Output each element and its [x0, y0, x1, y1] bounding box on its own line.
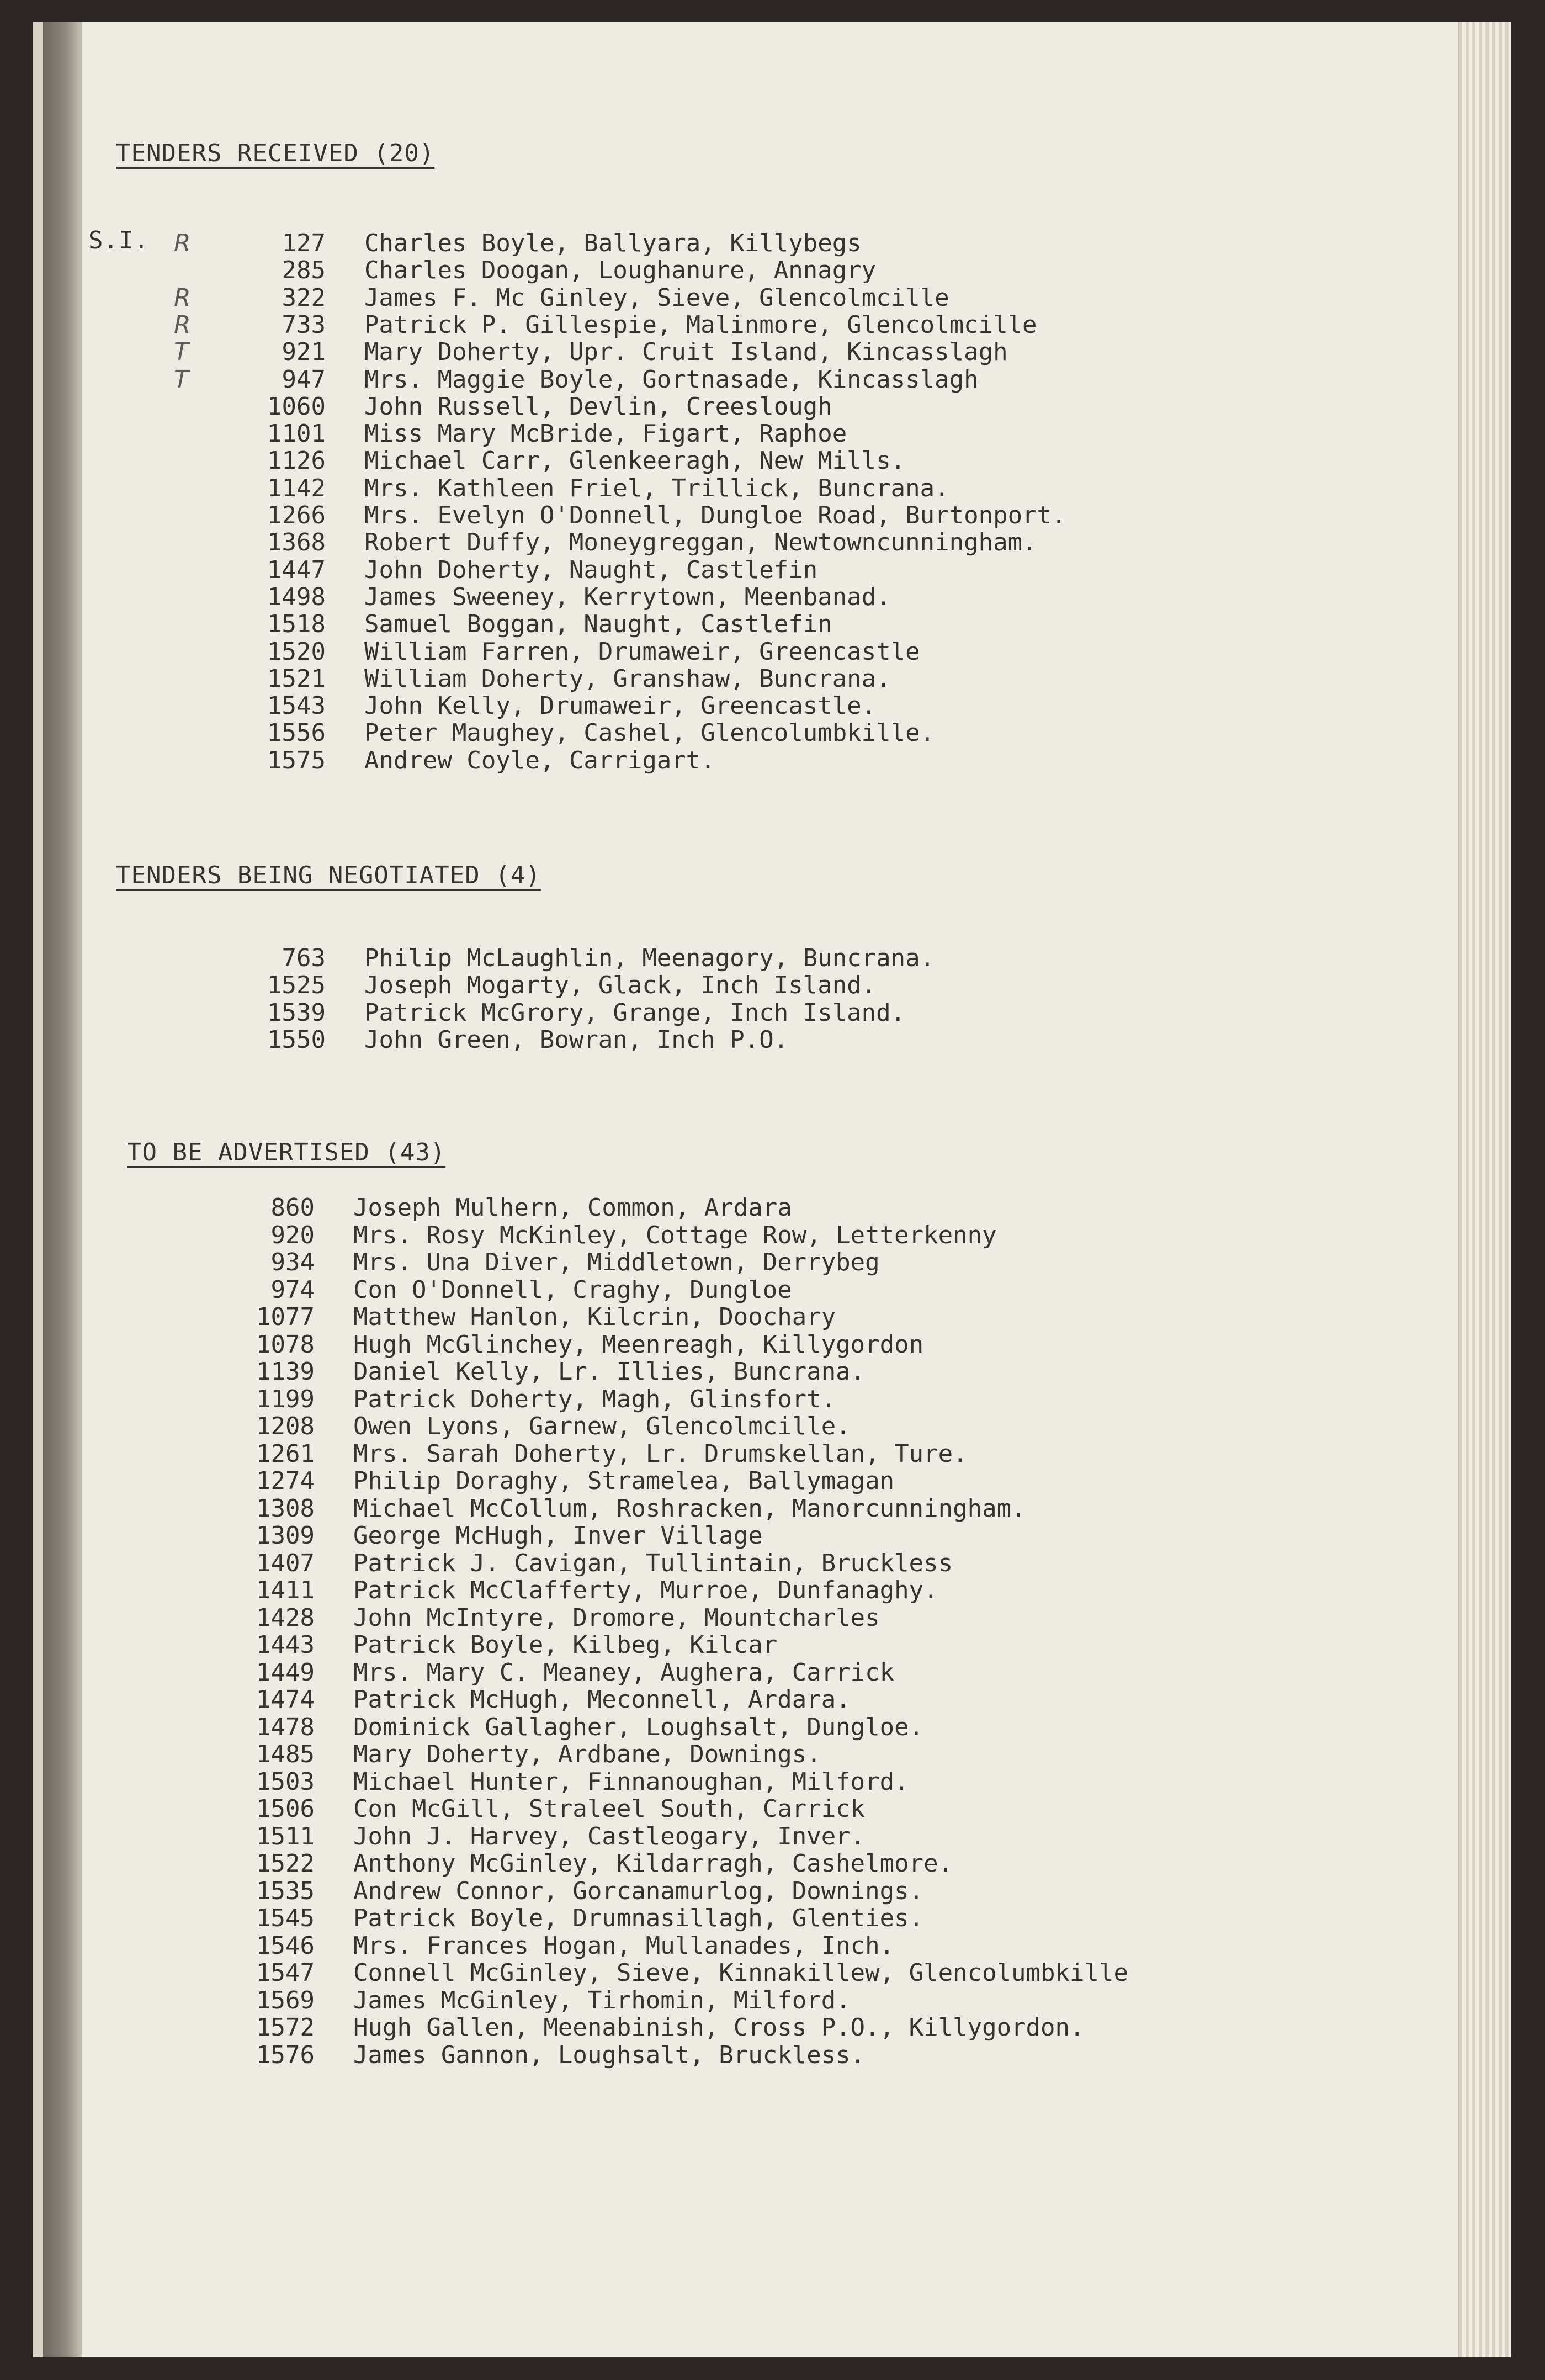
- entry-name-address: John Russell, Devlin, Creeslough: [364, 392, 832, 421]
- entry-name-address: Matthew Hanlon, Kilcrin, Doochary: [353, 1303, 836, 1331]
- entry-number: 1576: [256, 2040, 315, 2069]
- list-item: [188, 1221, 1292, 1249]
- list-item: [199, 420, 1303, 447]
- entry-name-address: Con McGill, Straleel South, Carrick: [353, 1795, 866, 1823]
- entry-number: 1443: [256, 1631, 315, 1659]
- entry-name-address: Con O'Donnell, Craghy, Dungloe: [353, 1275, 792, 1304]
- entry-number: 1569: [256, 1986, 315, 2015]
- entry-name-address: Andrew Coyle, Carrigart.: [364, 746, 715, 775]
- entry-name-address: Patrick McHugh, Meconnell, Ardara.: [353, 1685, 851, 1714]
- entry-number: 1546: [256, 1931, 315, 1960]
- entry-number: 1506: [256, 1795, 315, 1823]
- entry-number: 1575: [267, 746, 326, 775]
- list-item: [199, 971, 1303, 999]
- entry-name-address: Patrick Boyle, Drumnasillagh, Glenties.: [353, 1904, 924, 1932]
- entry-name-address: Owen Lyons, Garnew, Glencolmcille.: [353, 1412, 851, 1440]
- list-item: [199, 944, 1303, 972]
- list-item: [199, 665, 1303, 692]
- entry-name-address: Hugh Gallen, Meenabinish, Cross P.O., Killygordon.: [353, 2013, 1085, 2042]
- list-item: [188, 1494, 1292, 1522]
- section-heading-advertised: TO BE ADVERTISED (43): [127, 1138, 446, 1167]
- list-item: [199, 393, 1303, 420]
- entry-name-address: John Green, Bowran, Inch P.O.: [364, 1025, 789, 1054]
- list-item: [188, 1685, 1292, 1713]
- list-item: [188, 1849, 1292, 1877]
- list-item: [188, 1959, 1292, 1986]
- entry-name-address: James F. Mc Ginley, Sieve, Glencolmcille: [364, 283, 949, 312]
- entry-number: 1199: [256, 1385, 315, 1413]
- entry-number: 1521: [267, 664, 326, 693]
- list-item: [188, 1877, 1292, 1905]
- list-item: [188, 1412, 1292, 1440]
- entry-number: 1368: [267, 528, 326, 557]
- entry-name-address: Andrew Connor, Gorcanamurlog, Downings.: [353, 1877, 924, 1905]
- entry-number: 1142: [267, 474, 326, 502]
- list-item: [174, 338, 1303, 367]
- entry-number: 1126: [267, 447, 326, 475]
- annotation-mark: R: [174, 283, 191, 312]
- list-item: [199, 256, 1303, 284]
- list-item: [199, 746, 1303, 774]
- entry-name-address: Connell McGinley, Sieve, Kinnakillew, Glencolumbkille: [353, 1959, 1128, 1987]
- list-item: [174, 283, 1303, 312]
- entry-number: 1101: [267, 420, 326, 448]
- entry-number: 1522: [256, 1849, 315, 1878]
- entry-number: 1518: [267, 610, 326, 639]
- page-edges: [1458, 22, 1511, 2357]
- entry-name-address: John Kelly, Drumaweir, Greencastle.: [364, 692, 877, 720]
- entry-name-address: Patrick Boyle, Kilbeg, Kilcar: [353, 1631, 778, 1659]
- entry-number: 1485: [256, 1740, 315, 1768]
- entry-number: 1266: [267, 501, 326, 529]
- entry-name-address: Patrick P. Gillespie, Malinmore, Glencolmcille: [364, 310, 1037, 339]
- annotation-mark: R: [174, 229, 191, 257]
- list-item: [188, 1358, 1292, 1385]
- entry-name-address: William Farren, Drumaweir, Greencastle: [364, 637, 920, 666]
- entry-number: 947: [282, 365, 326, 394]
- list-item: [188, 1631, 1292, 1658]
- list-item: [199, 528, 1303, 556]
- entry-number: 1411: [256, 1576, 315, 1604]
- entry-number: 1139: [256, 1358, 315, 1386]
- entry-name-address: Mrs. Sarah Doherty, Lr. Drumskellan, Ture.: [353, 1439, 968, 1468]
- entry-name-address: Dominick Gallagher, Loughsalt, Dungloe.: [353, 1713, 924, 1741]
- entry-name-address: Mrs. Maggie Boyle, Gortnasade, Kincasslagh: [364, 365, 979, 394]
- list-item: [199, 583, 1303, 611]
- entry-name-address: Samuel Boggan, Naught, Castlefin: [364, 610, 832, 639]
- entry-number: 1077: [256, 1303, 315, 1331]
- entry-name-address: Charles Boyle, Ballyara, Killybegs: [364, 229, 862, 257]
- entry-name-address: Mrs. Rosy McKinley, Cottage Row, Letterkenny: [353, 1221, 997, 1249]
- list-item: [199, 638, 1303, 665]
- list-item: [188, 1331, 1292, 1358]
- entry-number: 974: [270, 1275, 315, 1304]
- annotation-mark: T: [174, 338, 189, 367]
- entry-number: 127: [282, 229, 326, 257]
- entry-number: 921: [282, 338, 326, 367]
- entry-number: 1525: [267, 971, 326, 1000]
- annotation-mark: R: [174, 310, 191, 339]
- entry-number: 1503: [256, 1767, 315, 1796]
- entry-number: 1474: [256, 1685, 315, 1714]
- entry-number: 1274: [256, 1467, 315, 1495]
- entry-name-address: Michael McCollum, Roshracken, Manorcunningham.: [353, 1494, 1026, 1523]
- entry-name-address: John J. Harvey, Castleogary, Inver.: [353, 1822, 866, 1851]
- entry-number: 860: [270, 1194, 315, 1222]
- entry-number: 1208: [256, 1412, 315, 1440]
- list-item: [188, 1822, 1292, 1850]
- list-item: [188, 1194, 1292, 1221]
- list-item: [188, 1576, 1292, 1604]
- list-item: [174, 310, 1303, 339]
- entry-name-address: James McGinley, Tirhomin, Milford.: [353, 1986, 851, 2015]
- entry-number: 1572: [256, 2013, 315, 2042]
- list-item: [188, 1440, 1292, 1467]
- list-item: [188, 1932, 1292, 1959]
- list-item: [188, 2041, 1292, 2069]
- entry-name-address: Mary Doherty, Upr. Cruit Island, Kincasslagh: [364, 338, 1008, 367]
- list-item: [188, 1986, 1292, 2014]
- list-item: [199, 474, 1303, 502]
- entry-number: 763: [282, 944, 326, 972]
- entry-number: 733: [282, 310, 326, 339]
- entry-number: 285: [282, 256, 326, 285]
- list-item: [188, 1658, 1292, 1686]
- entry-name-address: Philip McLaughlin, Meenagory, Buncrana.: [364, 944, 935, 972]
- entry-number: 1078: [256, 1330, 315, 1359]
- entry-name-address: Charles Doogan, Loughanure, Annagry: [364, 256, 877, 285]
- list-item: [188, 1604, 1292, 1631]
- entry-number: 1261: [256, 1439, 315, 1468]
- entry-name-address: Miss Mary McBride, Figart, Raphoe: [364, 420, 847, 448]
- entry-name-address: Daniel Kelly, Lr. Illies, Buncrana.: [353, 1358, 866, 1386]
- entry-number: 1520: [267, 637, 326, 666]
- entry-number: 1535: [256, 1877, 315, 1905]
- list-item: [188, 2013, 1292, 2041]
- list-item: [188, 1276, 1292, 1303]
- section-heading-negotiated: TENDERS BEING NEGOTIATED (4): [116, 861, 541, 889]
- entry-name-address: Anthony McGinley, Kildarragh, Cashelmore.: [353, 1849, 953, 1878]
- entry-number: 1407: [256, 1549, 315, 1577]
- entry-number: 1545: [256, 1904, 315, 1932]
- list-item: [199, 719, 1303, 746]
- list-item: [188, 1385, 1292, 1413]
- list-item: [199, 556, 1303, 584]
- list-item: [199, 692, 1303, 719]
- list-item: [188, 1549, 1292, 1577]
- entry-name-address: John McIntyre, Dromore, Mountcharles: [353, 1603, 880, 1632]
- entry-number: 1428: [256, 1603, 315, 1632]
- entry-name-address: Mrs. Frances Hogan, Mullanades, Inch.: [353, 1931, 895, 1960]
- entry-name-address: Patrick McGrory, Grange, Inch Island.: [364, 998, 906, 1027]
- entry-number: 1478: [256, 1713, 315, 1741]
- entry-number: 1539: [267, 998, 326, 1027]
- entry-name-address: John Doherty, Naught, Castlefin: [364, 555, 818, 584]
- entry-number: 1511: [256, 1822, 315, 1851]
- list-item: [174, 365, 1303, 394]
- entry-name-address: Patrick Doherty, Magh, Glinsfort.: [353, 1385, 836, 1413]
- list-item: [199, 447, 1303, 474]
- list-item: [188, 1795, 1292, 1822]
- entry-name-address: Patrick McClafferty, Murroe, Dunfanaghy.: [353, 1576, 938, 1604]
- entry-name-address: Robert Duffy, Moneygreggan, Newtowncunningham.: [364, 528, 1037, 557]
- entry-name-address: Mrs. Una Diver, Middletown, Derrybeg: [353, 1248, 880, 1276]
- list-item: [199, 610, 1303, 638]
- list-item: [188, 1768, 1292, 1795]
- entry-number: 1547: [256, 1959, 315, 1987]
- entry-name-address: Mrs. Kathleen Friel, Trillick, Buncrana.: [364, 474, 949, 502]
- entry-name-address: James Gannon, Loughsalt, Bruckless.: [353, 2040, 866, 2069]
- list-item: [188, 1740, 1292, 1768]
- list-item: [188, 1522, 1292, 1549]
- entry-number: 1550: [267, 1025, 326, 1054]
- entry-name-address: George McHugh, Inver Village: [353, 1522, 763, 1550]
- entry-number: 1060: [267, 392, 326, 421]
- entry-number: 1447: [267, 555, 326, 584]
- entry-name-address: Joseph Mulhern, Common, Ardara: [353, 1194, 792, 1222]
- list-item: [199, 999, 1303, 1026]
- entry-number: 1449: [256, 1658, 315, 1687]
- entry-name-address: Patrick J. Cavigan, Tullintain, Bruckless: [353, 1549, 953, 1577]
- entry-name-address: Michael Carr, Glenkeeragh, New Mills.: [364, 447, 906, 475]
- list-item: [188, 1713, 1292, 1741]
- list-item: [188, 1467, 1292, 1494]
- entry-name-address: Mary Doherty, Ardbane, Downings.: [353, 1740, 821, 1768]
- entry-number: 920: [270, 1221, 315, 1249]
- list-item: [188, 1303, 1292, 1331]
- entry-name-address: Mrs. Evelyn O'Donnell, Dungloe Road, Burtonport.: [364, 501, 1066, 529]
- entry-name-address: Michael Hunter, Finnanoughan, Milford.: [353, 1767, 909, 1796]
- list-item: [188, 1904, 1292, 1932]
- list-item: [188, 1248, 1292, 1276]
- entry-number: 1498: [267, 582, 326, 611]
- entry-name-address: Philip Doraghy, Stramelea, Ballymagan: [353, 1467, 895, 1495]
- list-item: [199, 1026, 1303, 1053]
- entry-name-address: James Sweeney, Kerrytown, Meenbanad.: [364, 582, 891, 611]
- entry-number: 934: [270, 1248, 315, 1276]
- section-heading-received: TENDERS RECEIVED (20): [116, 139, 435, 167]
- page-binding: [43, 22, 82, 2357]
- list-item: [199, 501, 1303, 529]
- list-item: [174, 229, 1303, 257]
- series-label: S.I.: [88, 226, 149, 255]
- entry-number: 322: [282, 283, 326, 312]
- entry-name-address: William Doherty, Granshaw, Buncrana.: [364, 664, 891, 693]
- entry-number: 1308: [256, 1494, 315, 1523]
- entry-name-address: Mrs. Mary C. Meaney, Aughera, Carrick: [353, 1658, 895, 1687]
- entry-name-address: Hugh McGlinchey, Meenreagh, Killygordon: [353, 1330, 924, 1359]
- entry-name-address: Joseph Mogarty, Glack, Inch Island.: [364, 971, 877, 1000]
- entry-number: 1543: [267, 692, 326, 720]
- entry-number: 1309: [256, 1522, 315, 1550]
- entry-number: 1556: [267, 719, 326, 748]
- annotation-mark: T: [174, 365, 189, 394]
- entry-name-address: Peter Maughey, Cashel, Glencolumbkille.: [364, 719, 935, 748]
